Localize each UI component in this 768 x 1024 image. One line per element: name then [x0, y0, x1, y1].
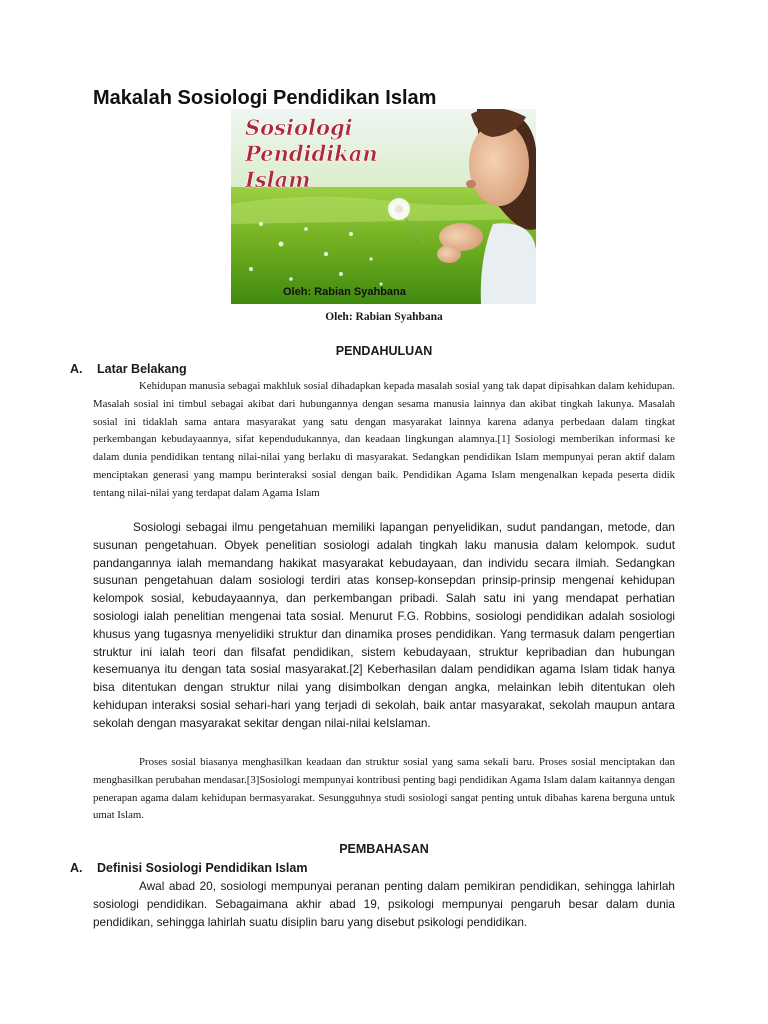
author-caption: Oleh: Rabian Syahbana — [325, 311, 443, 323]
pembahasan-heading: PEMBAHASAN — [339, 842, 429, 856]
pendahuluan-heading: PENDAHULUAN — [335, 344, 433, 358]
latar-belakang-heading — [70, 362, 187, 376]
sub-title: Definisi Sosiologi Pendidikan Islam — [97, 861, 308, 875]
sub-letter: A. — [70, 861, 83, 875]
sub-title: Latar Belakang — [97, 362, 187, 376]
sub-letter: A. — [70, 362, 83, 376]
paragraph-latar-2: Sosiologi sebagai ilmu pengetahuan memiliki lapangan penyelidikan, sudut pandangan, metode, dan susunan pengetahuan. Obyek penelitian sosiologi adalah tingkah laku manusia dalam kelompok. sudut pandangannya ialah memandang hakikat masyarakat kebudayaan, dan individu secara ilmiah. Sedangkan susunan pengetahuan dalam sosiologi terdiri atas konsep-konsepdan prinsip-prinsip mengenai kehidupan kelompok sosial, kebudayaannya, dan perkembangan pribadi. Salah satu ini yang mendapat perhatian sosiologi ialah penelitian mengenai tata sosial. Menurut F.G. Robbins, sosiologi pendidikan adalah sosiologi khusus yang tugasnya menyelidiki struktur dan dinamika proses pendidikan. Yang termasuk dalam pengertian struktur ini ialah teori dan filsafat pendidikan, sistem kebudayaan, struktur kepribadian dan hubungan kesemuanya itu dengan tata sosial masyarakat.[2] Keberhasilan dalam pendidikan agama Islam tidak hanya bisa ditentukan dengan struktur nilai yang disimbolkan dengan angka, melainkan lebih ditentukan oleh kehidupan interaksi sosial sehari-hari yang terjadi di sekolah, baik antar masyarakat, sekolah maupun antara sekolah dengan masyarakat sekitar dengan nilai-nilai keIslaman. — [93, 520, 675, 730]
paragraph-definisi-1: Awal abad 20, sosiologi mempunyai peranan penting dalam pemikiran pendidikan, sehingga lahirlah sosiologi pendidikan. Sebagaimana akhir abad 19, psikologi mempunyai pengaruh besar dalam dunia pendidikan, sehingga lahirlah suatu disiplin baru yang disebut psikologi pendidikan. — [93, 879, 675, 929]
cover-title-line-1: Sosiologi — [245, 115, 353, 140]
cover-author: Oleh: Rabian Syahbana — [283, 286, 406, 298]
cover-title-line-2: Pendidikan — [245, 141, 378, 166]
definisi-heading — [70, 861, 307, 875]
document-title: Makalah Sosiologi Pendidikan Islam — [93, 87, 437, 109]
paragraph-latar-3: Proses sosial biasanya menghasilkan keadaan dan struktur sosial yang sama sekali baru. Proses sosial menciptakan dan menghasilkan perubahan mendasar.[3]Sosiologi mempunyai kontribusi penting bagi pendidikan Agama Islam dalam kaitannya dengan penerapan agama dalam kehidupan bermasyarakat. Sesungguhnya studi sosiologi sangat penting untuk dibahas karena berguna untuk umat Islam. — [93, 756, 675, 822]
paragraph-latar-1: Kehidupan manusia sebagai makhluk sosial dihadapkan kepada masalah sosial yang tak dapat dipisahkan dalam kehidupan. Masalah sosial ini timbul sebagai akibat dari hubungannya dengan sesama manusia lainnya dan akibat tingkah lakunya. Masalah sosial ini tidaklah sama antara masyarakat yang satu dengan masyarakat lainnya karena adanya perbedaan dalam tingkat perkembangan kebudayaannya, sifat kependudukannya, dan keadaan lingkungan alamnya.[1] Sosiologi memberikan informasi ke dalam dunia pendidikan tentang nilai-nilai yang berlaku di masyarakat. Sedangkan pendidikan Islam mempunyai peran aktif dalam menciptakan generasi yang mampu berinteraksi sosial dengan baik. Pendidikan Agama Islam mengenalkan kepada peserta didik tentang nilai-nilai yang terdapat dalam Agama Islam — [93, 380, 675, 499]
cover-title-line-3: Islam — [245, 167, 311, 192]
cover-image — [231, 109, 536, 304]
